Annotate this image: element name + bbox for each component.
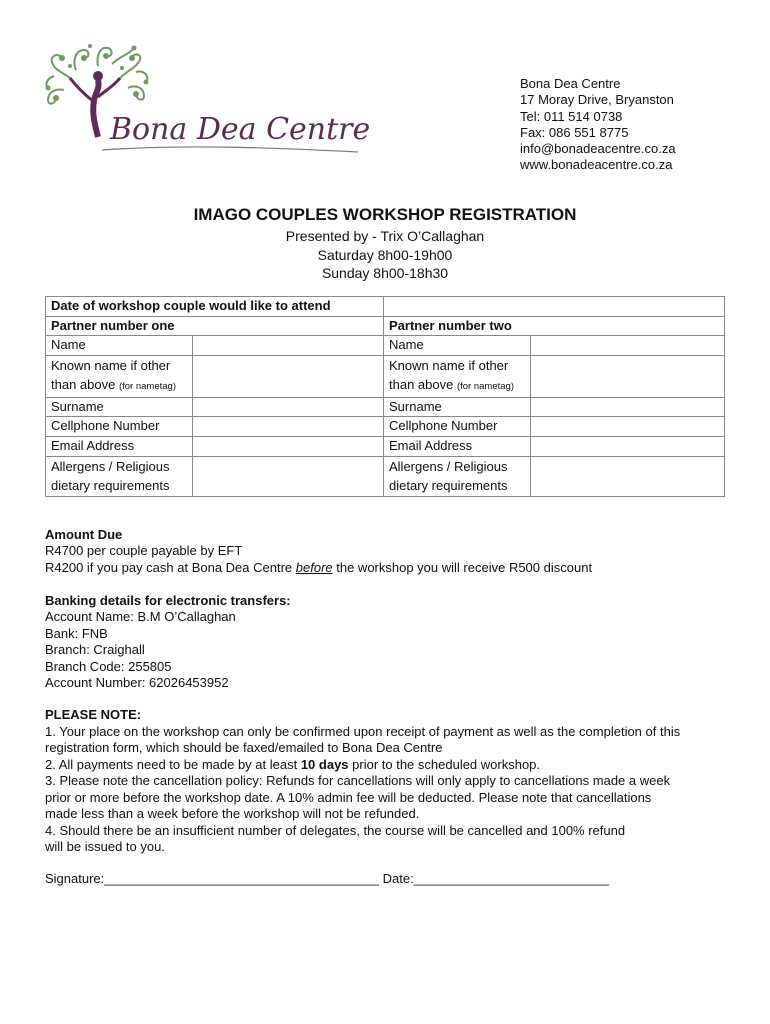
contact-address: [520, 76, 676, 174]
partner-two-email-field[interactable]: [531, 436, 725, 456]
page-title: IMAGO COUPLES WORKSHOP REGISTRATION: [193, 205, 577, 224]
partner-two-cellphone-field[interactable]: [531, 417, 725, 437]
banking-heading: Banking details for electronic transfers:: [45, 593, 291, 608]
allergens-label: Allergens / Religious dietary requirements: [46, 456, 193, 496]
fax: Fax: 086 551 8775: [520, 124, 629, 140]
workshop-subtitles: [0, 227, 770, 283]
surname-label: Surname: [46, 397, 193, 417]
known-name-label: Known name if other than above (for nametag): [46, 355, 193, 397]
surname-label: Surname: [384, 397, 531, 417]
note-3a: 3. Please note the cancellation policy: Refunds for cancellations will only apply to cancellations made a week: [45, 773, 671, 788]
table-row: [46, 297, 725, 317]
banking-section: [45, 593, 291, 691]
date-label: Date of workshop couple would like to attend: [46, 297, 384, 317]
partner-two-surname-field[interactable]: [531, 397, 725, 417]
note-1a: 1. Your place on the workshop can only be confirmed upon receipt of payment as well as the completion of this: [45, 723, 681, 739]
presenter: Presented by - Trix O’Callaghan: [285, 228, 485, 244]
partner-two-heading: Partner number two: [384, 316, 725, 336]
note-3b: prior or more before the workshop date. A 10% admin fee will be deducted. Please note that cancellations: [45, 789, 652, 805]
table-row: [46, 417, 725, 437]
note-2: 2. All payments need to be made by at least 10 days prior to the scheduled workshop.: [45, 756, 541, 772]
partner-one-allergens-field[interactable]: [193, 456, 384, 496]
account-number: Account Number: 62026453952: [45, 675, 229, 691]
date-field[interactable]: [384, 297, 725, 317]
partner-two-known-name-field[interactable]: [531, 355, 725, 397]
partner-one-heading: Partner number one: [46, 316, 384, 336]
partner-one-name-field[interactable]: [193, 336, 384, 356]
email-address: info@bonadeacentre.co.za: [520, 141, 676, 157]
account-name: Account Name: B.M O’Callaghan: [45, 609, 236, 625]
cellphone-label: Cellphone Number: [384, 417, 531, 437]
partner-two-name-field[interactable]: [531, 336, 725, 356]
table-row: [46, 436, 725, 456]
name-label: Name: [46, 336, 193, 356]
note-1b: registration form, which should be faxed/emailed to Bona Dea Centre: [45, 740, 443, 755]
partner-one-surname-field[interactable]: [193, 397, 384, 417]
please-note-section: [45, 707, 735, 856]
note-4a: 4. Should there be an insufficient number of delegates, the course will be cancelled and 100% refund: [45, 822, 626, 838]
branch: Branch: Craighall: [45, 642, 145, 658]
registration-table: [45, 296, 725, 497]
telephone: Tel: 011 514 0738: [520, 108, 623, 124]
table-row: [46, 316, 725, 336]
table-row: [46, 336, 725, 356]
email-label: Email Address: [46, 436, 193, 456]
tree-logo-icon: [40, 42, 370, 160]
amount-heading: Amount Due: [45, 527, 123, 542]
centre-name: Bona Dea Centre: [520, 76, 621, 91]
website: www.bonadeacentre.co.za: [520, 157, 673, 173]
partner-one-cellphone-field[interactable]: [193, 417, 384, 437]
street-address: 17 Moray Drive, Bryanston: [520, 92, 674, 108]
note-3c: made less than a week before the workshop will not be refunded.: [45, 806, 420, 821]
date-field[interactable]: Date:___________________________: [382, 871, 609, 886]
table-row: [46, 456, 725, 496]
table-row: [46, 397, 725, 417]
name-label: Name: [384, 336, 531, 356]
allergens-label: Allergens / Religious dietary requirements: [384, 456, 531, 496]
bank: Bank: FNB: [45, 625, 108, 641]
amount-cash: R4200 if you pay cash at Bona Dea Centre before the workshop you will receive R500 discount: [45, 559, 593, 575]
partner-one-known-name-field[interactable]: [193, 355, 384, 397]
amount-eft: R4700 per couple payable by EFT: [45, 543, 243, 559]
table-row: [46, 355, 725, 397]
known-name-label: Known name if other than above (for nametag): [384, 355, 531, 397]
logo-wordmark: Bona Dea Centre: [110, 112, 370, 147]
sunday-hours: Sunday 8h00-18h30: [321, 265, 449, 281]
partner-one-email-field[interactable]: [193, 436, 384, 456]
bona-dea-logo: [40, 42, 370, 160]
signature-line: [45, 871, 609, 886]
partner-two-allergens-field[interactable]: [531, 456, 725, 496]
email-label: Email Address: [384, 436, 531, 456]
branch-code: Branch Code: 255805: [45, 658, 172, 674]
amount-due-section: [45, 527, 592, 576]
note-4b: will be issued to you.: [45, 839, 165, 854]
cellphone-label: Cellphone Number: [46, 417, 193, 437]
saturday-hours: Saturday 8h00-19h00: [317, 246, 453, 263]
note-heading: PLEASE NOTE:: [45, 707, 142, 722]
signature-field[interactable]: Signature:______________________________________: [45, 871, 380, 886]
